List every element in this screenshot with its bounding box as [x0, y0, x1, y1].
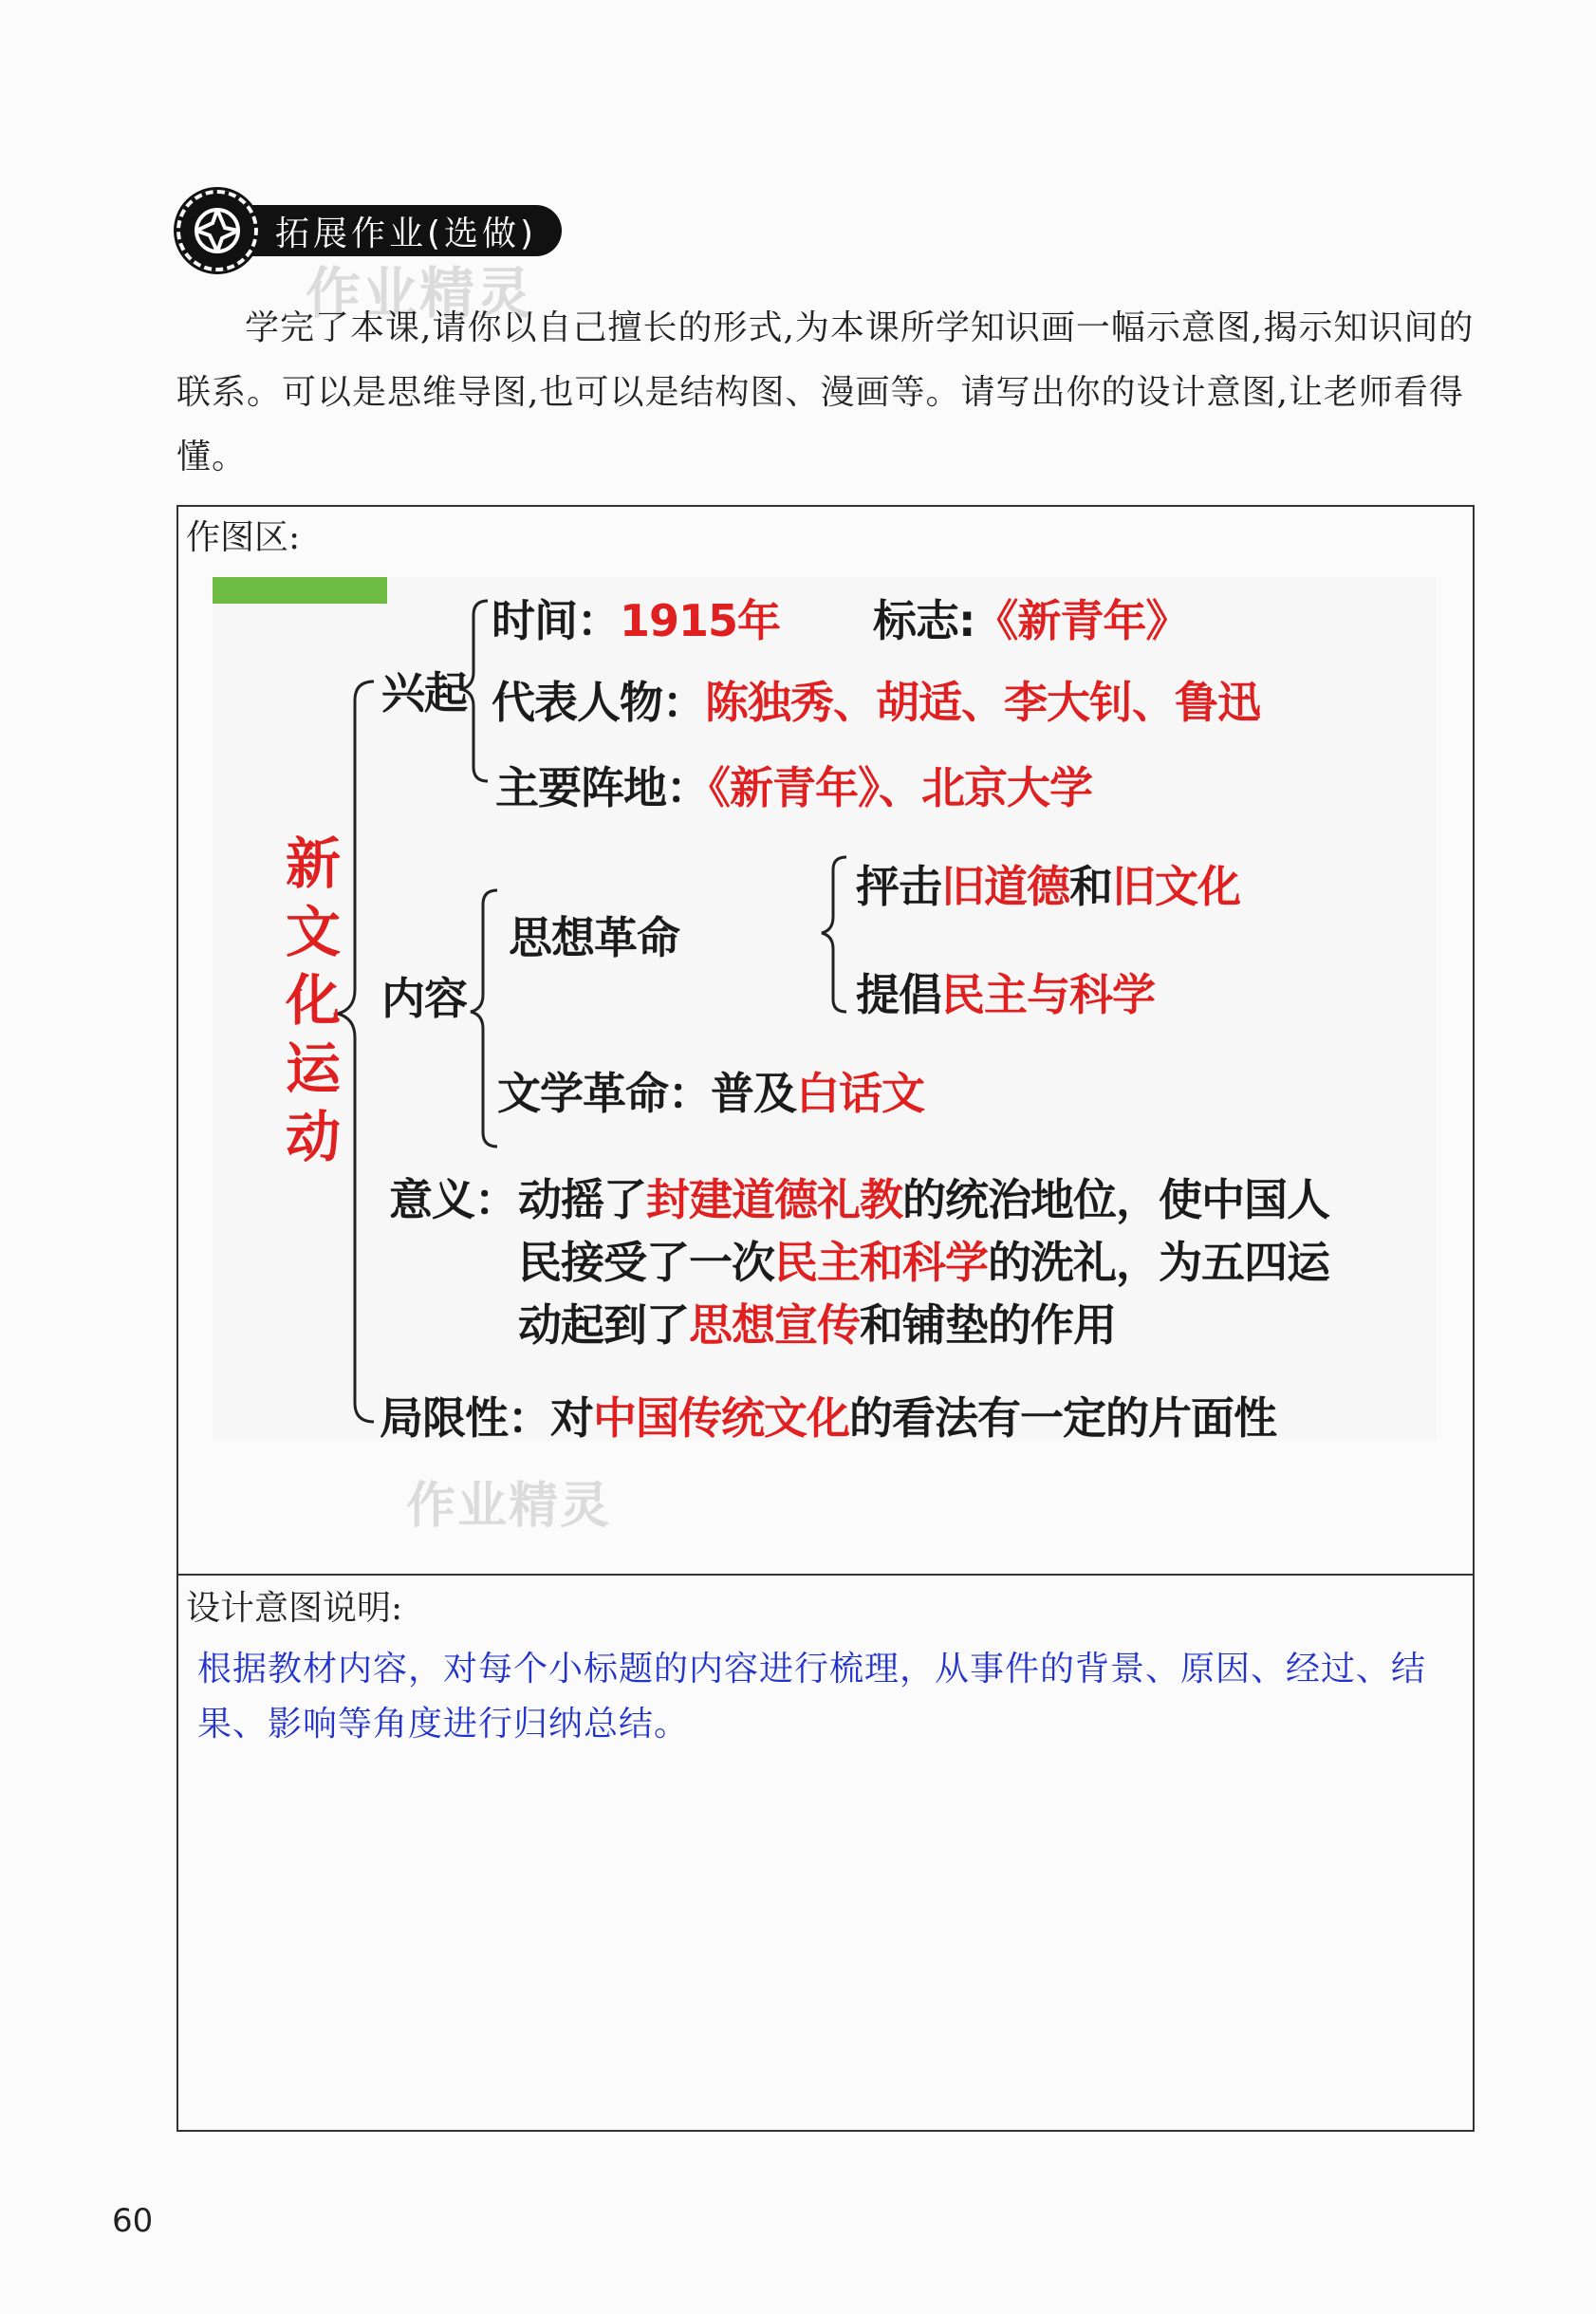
watermark: 作业精灵 — [306, 261, 534, 326]
literary-revolution: 文学革命：普及白话文 — [497, 1068, 924, 1119]
page-number: 60 — [112, 2202, 154, 2240]
rise-people: 代表人物：陈独秀、胡适、李大钊、鲁迅 — [492, 677, 1260, 728]
rise-time: 时间：1915年 — [492, 595, 781, 646]
instructions: 学完了本课,请你以自己擅长的形式,为本课所学知识画一幅示意图,揭示知识间的联系。可以是思维导图,也可以是结构图、漫画等。请写出你的设计意图,让老师看得懂。 — [176, 308, 1475, 476]
rise-label: 兴起 — [381, 667, 467, 718]
rise-base: 主要阵地：《新青年》、北京大学 — [495, 762, 1092, 813]
drawing-area-label: 作图区: — [186, 518, 301, 557]
significance-line-2: 民接受了一次民主和科学的洗礼，为五四运 — [518, 1237, 1329, 1288]
significance-label: 意义： — [389, 1174, 517, 1225]
limitation: 局限性：对中国传统文化的看法有一定的片面性 — [380, 1392, 1276, 1444]
thought-point-1: 抨击旧道德和旧文化 — [856, 861, 1240, 912]
significance-line-3: 动起到了思想宣传和铺垫的作用 — [518, 1299, 1116, 1351]
section-title: 拓展作业(选做) — [241, 205, 562, 256]
box-divider — [178, 1574, 1473, 1576]
design-explanation: 根据教材内容，对每个小标题的内容进行梳理，从事件的背景、原因、经过、结果、影响等角度进行归纳总结。 — [197, 1650, 1427, 1744]
watermark-lower: 作业精灵 — [406, 1478, 612, 1535]
thought-revolution-label: 思想革命 — [509, 912, 679, 963]
camera-aperture-icon — [176, 190, 258, 271]
mind-map-image — [213, 577, 1437, 1444]
rise-sign: 标志:《新青年》 — [873, 595, 1189, 646]
thought-point-2: 提倡民主与科学 — [856, 969, 1155, 1020]
mind-map-title: 新文化运动 — [285, 831, 341, 1169]
content-label: 内容 — [381, 973, 467, 1024]
significance-line-1: 动摇了封建道德礼教的统治地位，使中国人 — [518, 1174, 1329, 1225]
answer-box — [176, 505, 1475, 2132]
design-label: 设计意图说明: — [186, 1589, 403, 1628]
